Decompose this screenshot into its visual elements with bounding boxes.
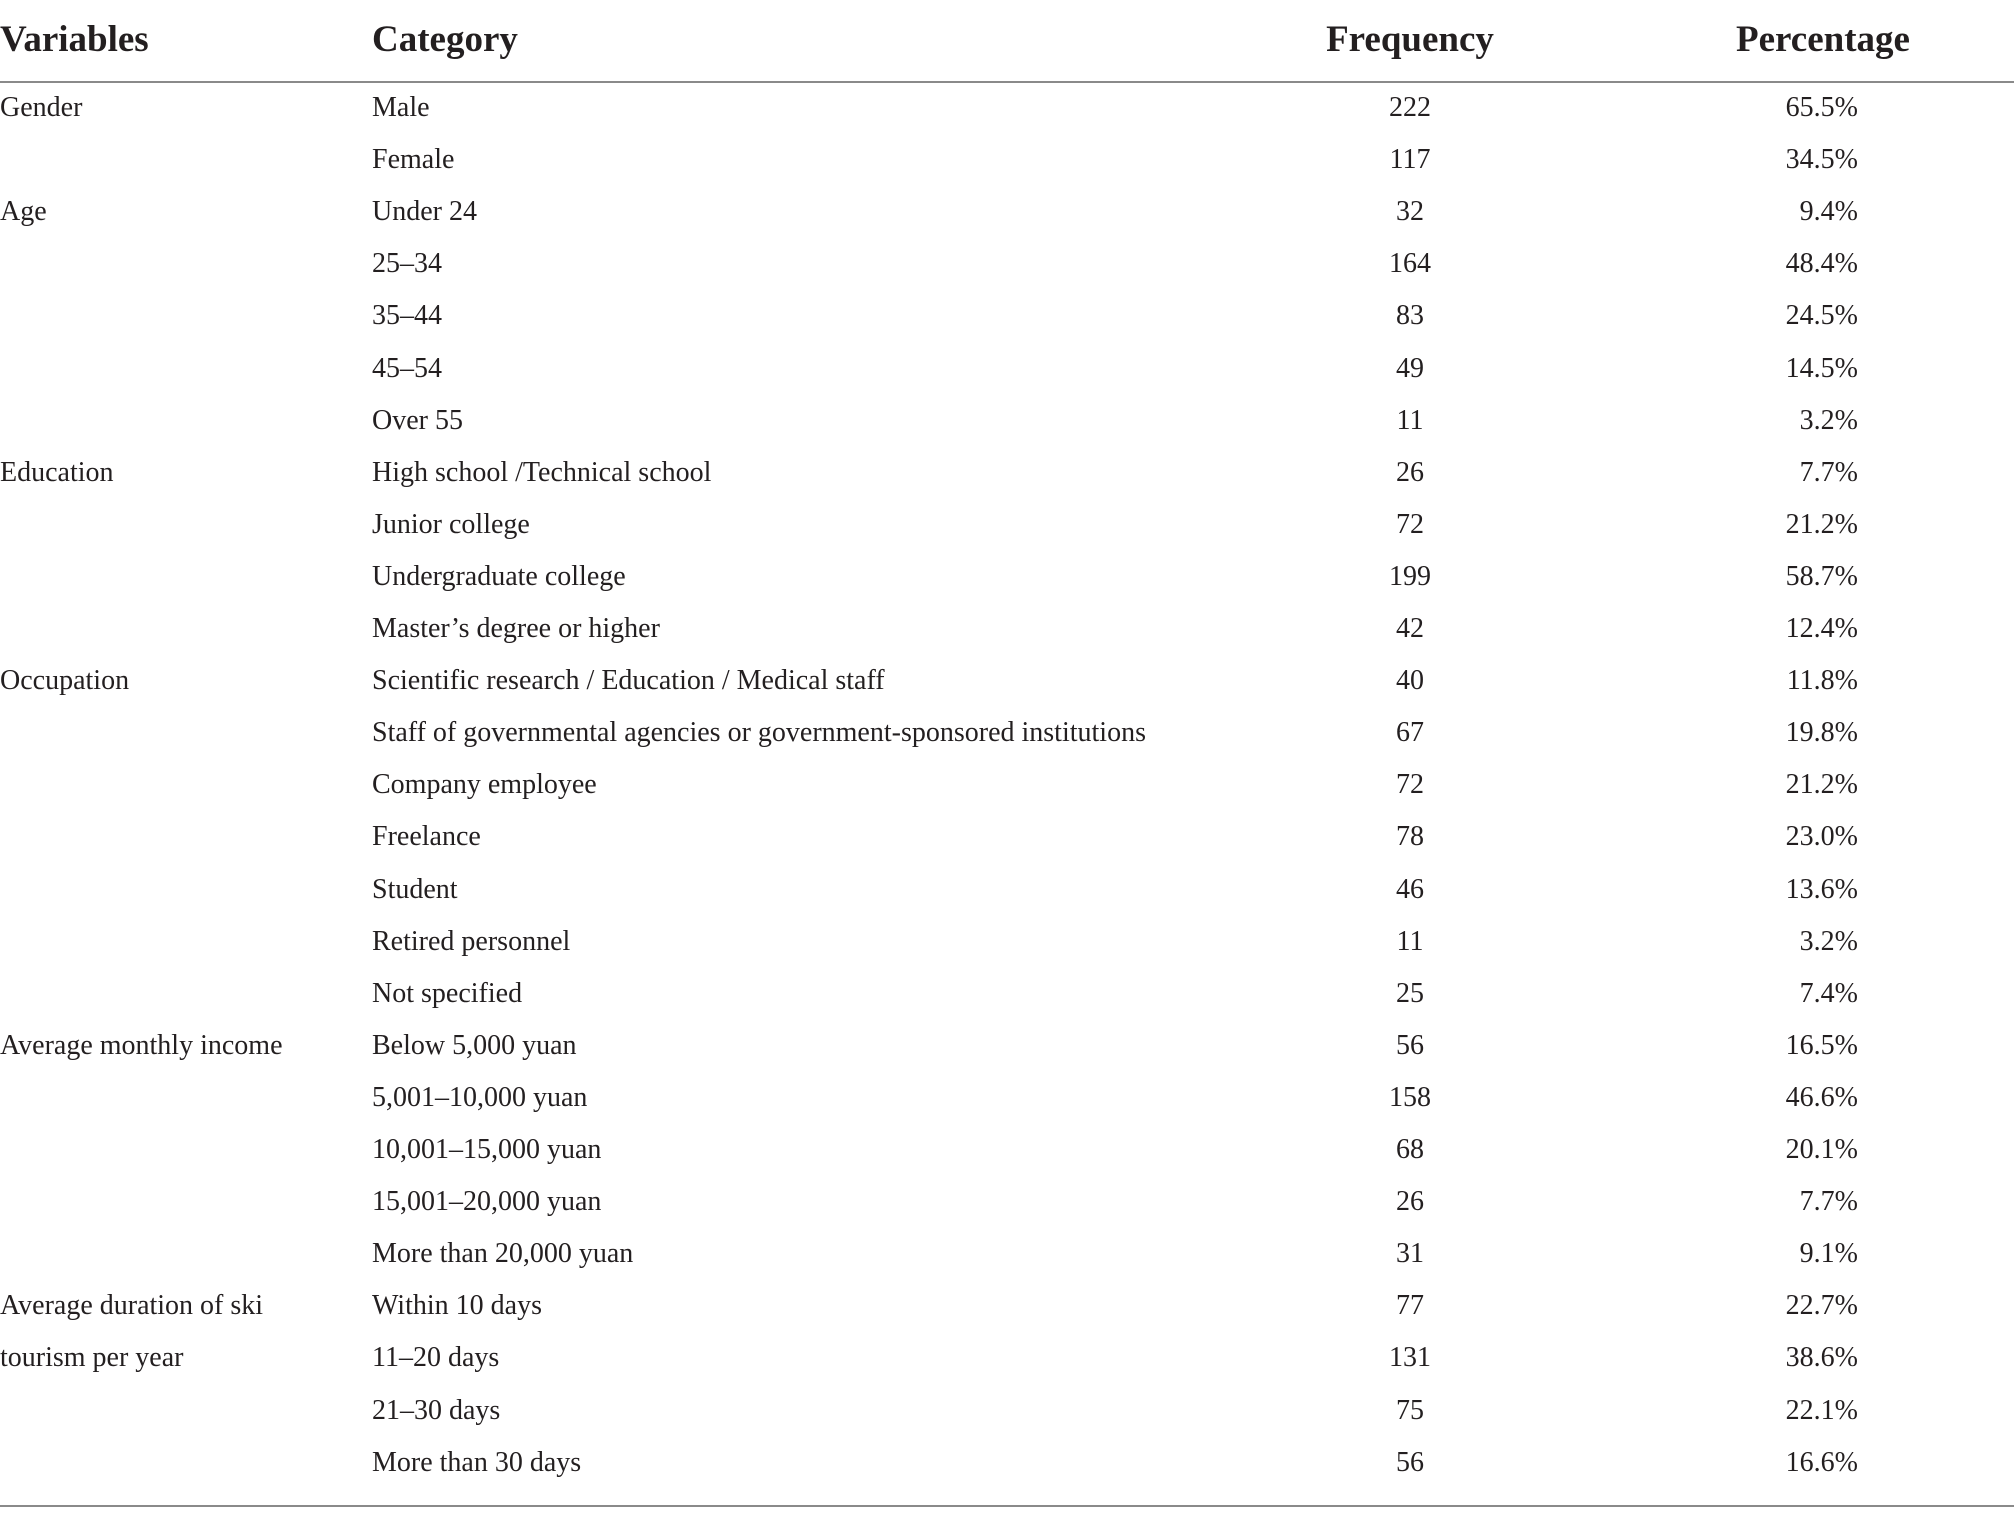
table-row [0, 864, 2014, 916]
table-row [0, 499, 2014, 551]
cell-category: Below 5,000 yuan [372, 1029, 577, 1061]
cell-frequency: 78 [1396, 821, 1424, 853]
cell-variable: tourism per year [0, 1342, 184, 1374]
cell-percentage: 46.6% [1785, 1081, 1858, 1113]
cell-percentage: 21.2% [1785, 508, 1858, 540]
cell-category: Over 55 [372, 404, 463, 436]
table-row [0, 655, 2014, 707]
cell-variable: Average duration of ski [0, 1290, 264, 1322]
cell-frequency: 42 [1396, 613, 1424, 644]
cell-percentage: 3.2% [1799, 404, 1858, 436]
cell-frequency: 32 [1396, 196, 1424, 228]
cell-variable: Gender [0, 92, 83, 123]
cell-percentage: 19.8% [1785, 717, 1858, 749]
table-row [0, 1437, 2014, 1489]
table-row [0, 811, 2014, 863]
cell-category: Master’s degree or higher [372, 613, 660, 644]
cell-percentage: 7.7% [1799, 1186, 1858, 1218]
cell-category: Scientific research / Education / Medical staff [372, 665, 885, 697]
cell-percentage: 48.4% [1785, 248, 1858, 280]
cell-frequency: 131 [1389, 1342, 1431, 1374]
table-row [0, 238, 2014, 290]
cell-frequency: 40 [1396, 665, 1424, 697]
cell-variable: Education [0, 456, 114, 488]
table-row [0, 551, 2014, 603]
cell-frequency: 11 [1396, 925, 1424, 957]
cell-frequency: 83 [1396, 300, 1424, 332]
cell-frequency: 56 [1396, 1446, 1424, 1478]
cell-frequency: 164 [1389, 248, 1431, 280]
bottom-rule [0, 1505, 2014, 1507]
cell-percentage: 13.6% [1785, 873, 1858, 905]
header-category: Category [372, 19, 518, 60]
cell-category: Junior college [372, 508, 530, 540]
cell-category: 35–44 [372, 300, 442, 332]
cell-category: Not specified [372, 977, 523, 1009]
cell-frequency: 25 [1396, 977, 1424, 1009]
cell-category: Freelance [372, 821, 481, 853]
cell-percentage: 21.2% [1785, 769, 1858, 801]
cell-frequency: 68 [1396, 1134, 1424, 1165]
cell-category: 10,001–15,000 yuan [372, 1134, 602, 1165]
cell-frequency: 72 [1396, 508, 1424, 540]
table-row [0, 343, 2014, 395]
table-row [0, 134, 2014, 186]
cell-percentage: 9.4% [1799, 196, 1858, 228]
cell-percentage: 7.4% [1799, 977, 1858, 1009]
cell-percentage: 22.1% [1785, 1394, 1858, 1426]
cell-category: Female [372, 144, 455, 176]
cell-category: Within 10 days [372, 1290, 542, 1322]
table-row [0, 916, 2014, 968]
cell-variable: Occupation [0, 665, 130, 697]
table-row [0, 82, 2014, 134]
cell-frequency: 31 [1396, 1238, 1424, 1270]
header-percentage: Percentage [1736, 19, 1910, 60]
table-row [0, 1020, 2014, 1072]
table-row [0, 1280, 2014, 1332]
header-variables: Variables [0, 19, 149, 60]
cell-frequency: 49 [1396, 352, 1424, 384]
cell-percentage: 22.7% [1785, 1290, 1858, 1322]
cell-frequency: 11 [1396, 404, 1424, 436]
table-row [0, 186, 2014, 238]
cell-category: High school /Technical school [372, 456, 712, 488]
cell-percentage: 16.6% [1785, 1446, 1858, 1478]
header-frequency: Frequency [1326, 19, 1494, 60]
cell-percentage: 24.5% [1785, 300, 1858, 332]
table-row [0, 1072, 2014, 1124]
cell-category: 25–34 [372, 248, 442, 280]
cell-percentage: 65.5% [1785, 92, 1858, 123]
cell-percentage: 34.5% [1785, 144, 1858, 176]
cell-category: Undergraduate college [372, 560, 626, 592]
table-row [0, 1176, 2014, 1228]
table-header [0, 0, 2014, 82]
cell-frequency: 77 [1396, 1290, 1424, 1322]
cell-category: Staff of governmental agencies or government-sponsored institutions [372, 717, 1146, 749]
cell-category: More than 20,000 yuan [372, 1238, 634, 1270]
cell-frequency: 117 [1389, 144, 1431, 176]
table-row [0, 1385, 2014, 1437]
cell-percentage: 9.1% [1799, 1238, 1858, 1270]
cell-percentage: 12.4% [1785, 613, 1858, 644]
cell-frequency: 46 [1396, 873, 1424, 905]
cell-frequency: 26 [1396, 456, 1424, 488]
table-row [0, 759, 2014, 811]
cell-category: Company employee [372, 769, 597, 801]
cell-category: Male [372, 92, 430, 123]
cell-frequency: 72 [1396, 769, 1424, 801]
table-row [0, 290, 2014, 342]
cell-category: 45–54 [372, 352, 442, 384]
cell-category: 5,001–10,000 yuan [372, 1081, 588, 1113]
cell-percentage: 7.7% [1799, 456, 1858, 488]
cell-percentage: 16.5% [1785, 1029, 1858, 1061]
cell-percentage: 38.6% [1785, 1342, 1858, 1374]
cell-percentage: 3.2% [1799, 925, 1858, 957]
cell-frequency: 75 [1396, 1394, 1424, 1426]
cell-frequency: 222 [1389, 92, 1431, 123]
cell-category: Student [372, 873, 458, 905]
table-row [0, 603, 2014, 655]
cell-category: 15,001–20,000 yuan [372, 1186, 602, 1218]
cell-variable: Age [0, 196, 47, 228]
cell-category: Under 24 [372, 196, 477, 228]
cell-frequency: 158 [1389, 1081, 1431, 1113]
cell-percentage: 11.8% [1786, 665, 1858, 697]
table-row [0, 707, 2014, 759]
cell-frequency: 67 [1396, 717, 1424, 749]
cell-category: 11–20 days [372, 1342, 500, 1374]
cell-percentage: 23.0% [1785, 821, 1858, 853]
table-row [0, 447, 2014, 499]
cell-category: Retired personnel [372, 925, 571, 957]
table-row [0, 1228, 2014, 1280]
cell-percentage: 20.1% [1785, 1134, 1858, 1165]
cell-frequency: 26 [1396, 1186, 1424, 1218]
table-row [0, 395, 2014, 447]
cell-category: 21–30 days [372, 1394, 501, 1426]
table-row [0, 1124, 2014, 1176]
cell-percentage: 58.7% [1785, 560, 1858, 592]
table-row [0, 968, 2014, 1020]
cell-category: More than 30 days [372, 1446, 582, 1478]
cell-percentage: 14.5% [1785, 352, 1858, 384]
table-row [0, 1332, 2014, 1384]
cell-variable: Average monthly income [0, 1029, 283, 1061]
cell-frequency: 199 [1389, 560, 1431, 592]
cell-frequency: 56 [1396, 1029, 1424, 1061]
